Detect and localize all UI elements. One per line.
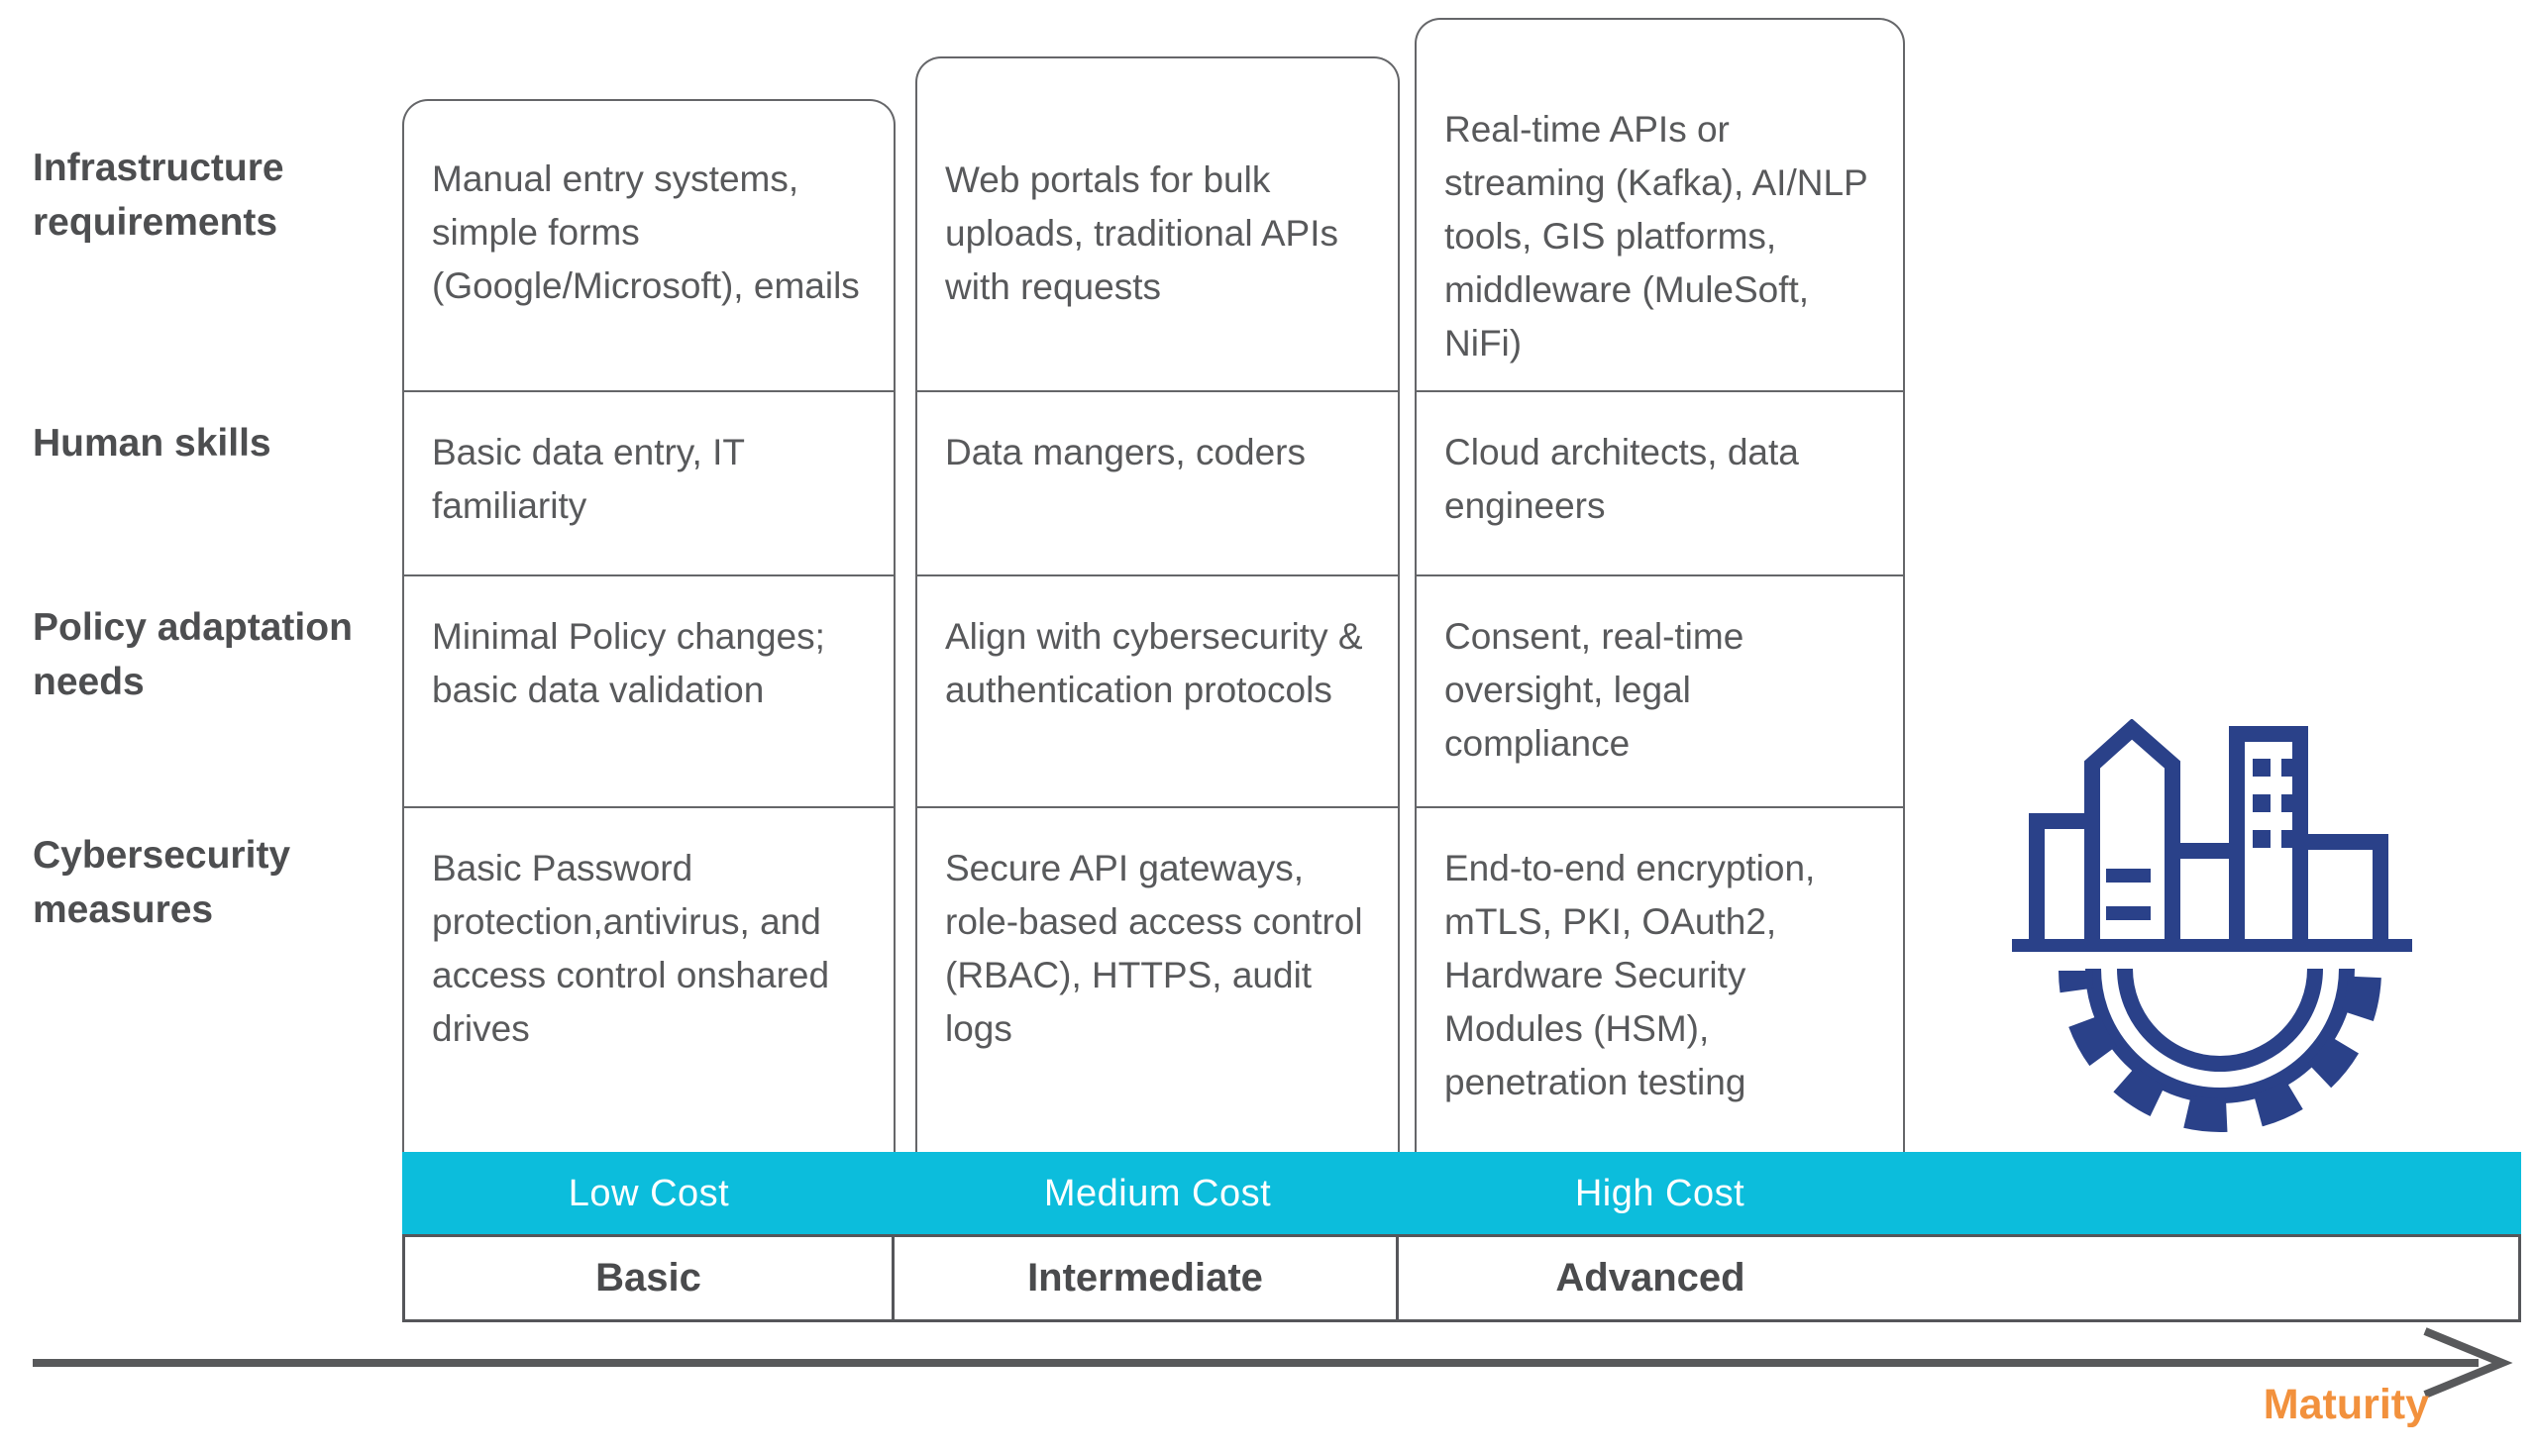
cell-advanced-policy: Consent, real-time oversight, legal compliance	[1417, 574, 1903, 806]
maturity-axis-label: Maturity	[2263, 1381, 2429, 1428]
cell-basic-cybersecurity: Basic Password protection,antivirus, and access control onshared drives	[404, 806, 894, 1152]
cost-label-high: High Cost	[1574, 1173, 1745, 1214]
cost-label-medium: Medium Cost	[1043, 1173, 1272, 1214]
level-label-advanced: Advanced	[1555, 1256, 1745, 1300]
cell-intermediate-infrastructure: Web portals for bulk uploads, traditional APIs with requests	[945, 159, 1338, 307]
row-label-infrastructure: Infrastructure requirements	[33, 147, 284, 244]
column-intermediate	[915, 56, 1400, 1152]
row-label-cybersecurity: Cybersecurity measures	[33, 834, 291, 931]
level-cell-intermediate: Intermediate	[892, 1234, 1399, 1322]
column-basic	[402, 99, 896, 1152]
cell-advanced-infrastructure: Real-time APIs or streaming (Kafka), AI/NLP tools, GIS platforms, middleware (MuleSoft, NiFi)	[1444, 109, 1868, 364]
level-cell-advanced	[1396, 1234, 2521, 1322]
cell-basic-infrastructure: Manual entry systems, simple forms (Google/Microsoft), emails	[432, 158, 860, 306]
row-label-policy: Policy adaptation needs	[33, 606, 353, 703]
cell-basic-policy: Minimal Policy changes; basic data validation	[404, 574, 894, 806]
cell-intermediate-policy: Align with cybersecurity & authentication protocols	[917, 574, 1398, 806]
cell-advanced-cybersecurity: End-to-end encryption, mTLS, PKI, OAuth2, Hardware Security Modules (HSM), penetration testing	[1417, 806, 1903, 1152]
cell-intermediate-human-skills: Data mangers, coders	[917, 390, 1398, 574]
cell-basic-human-skills: Basic data entry, IT familiarity	[404, 390, 894, 574]
level-cell-basic: Basic	[402, 1234, 895, 1322]
cost-bar	[402, 1152, 2521, 1235]
city-infrastructure-gear-icon	[2004, 719, 2430, 1135]
row-label-human-skills: Human skills	[33, 422, 271, 465]
cell-intermediate-cybersecurity: Secure API gateways, role-based access control (RBAC), HTTPS, audit logs	[917, 806, 1398, 1152]
cell-advanced-human-skills: Cloud architects, data engineers	[1417, 390, 1903, 574]
cost-label-low: Low Cost	[568, 1173, 730, 1214]
column-advanced	[1415, 18, 1905, 1152]
